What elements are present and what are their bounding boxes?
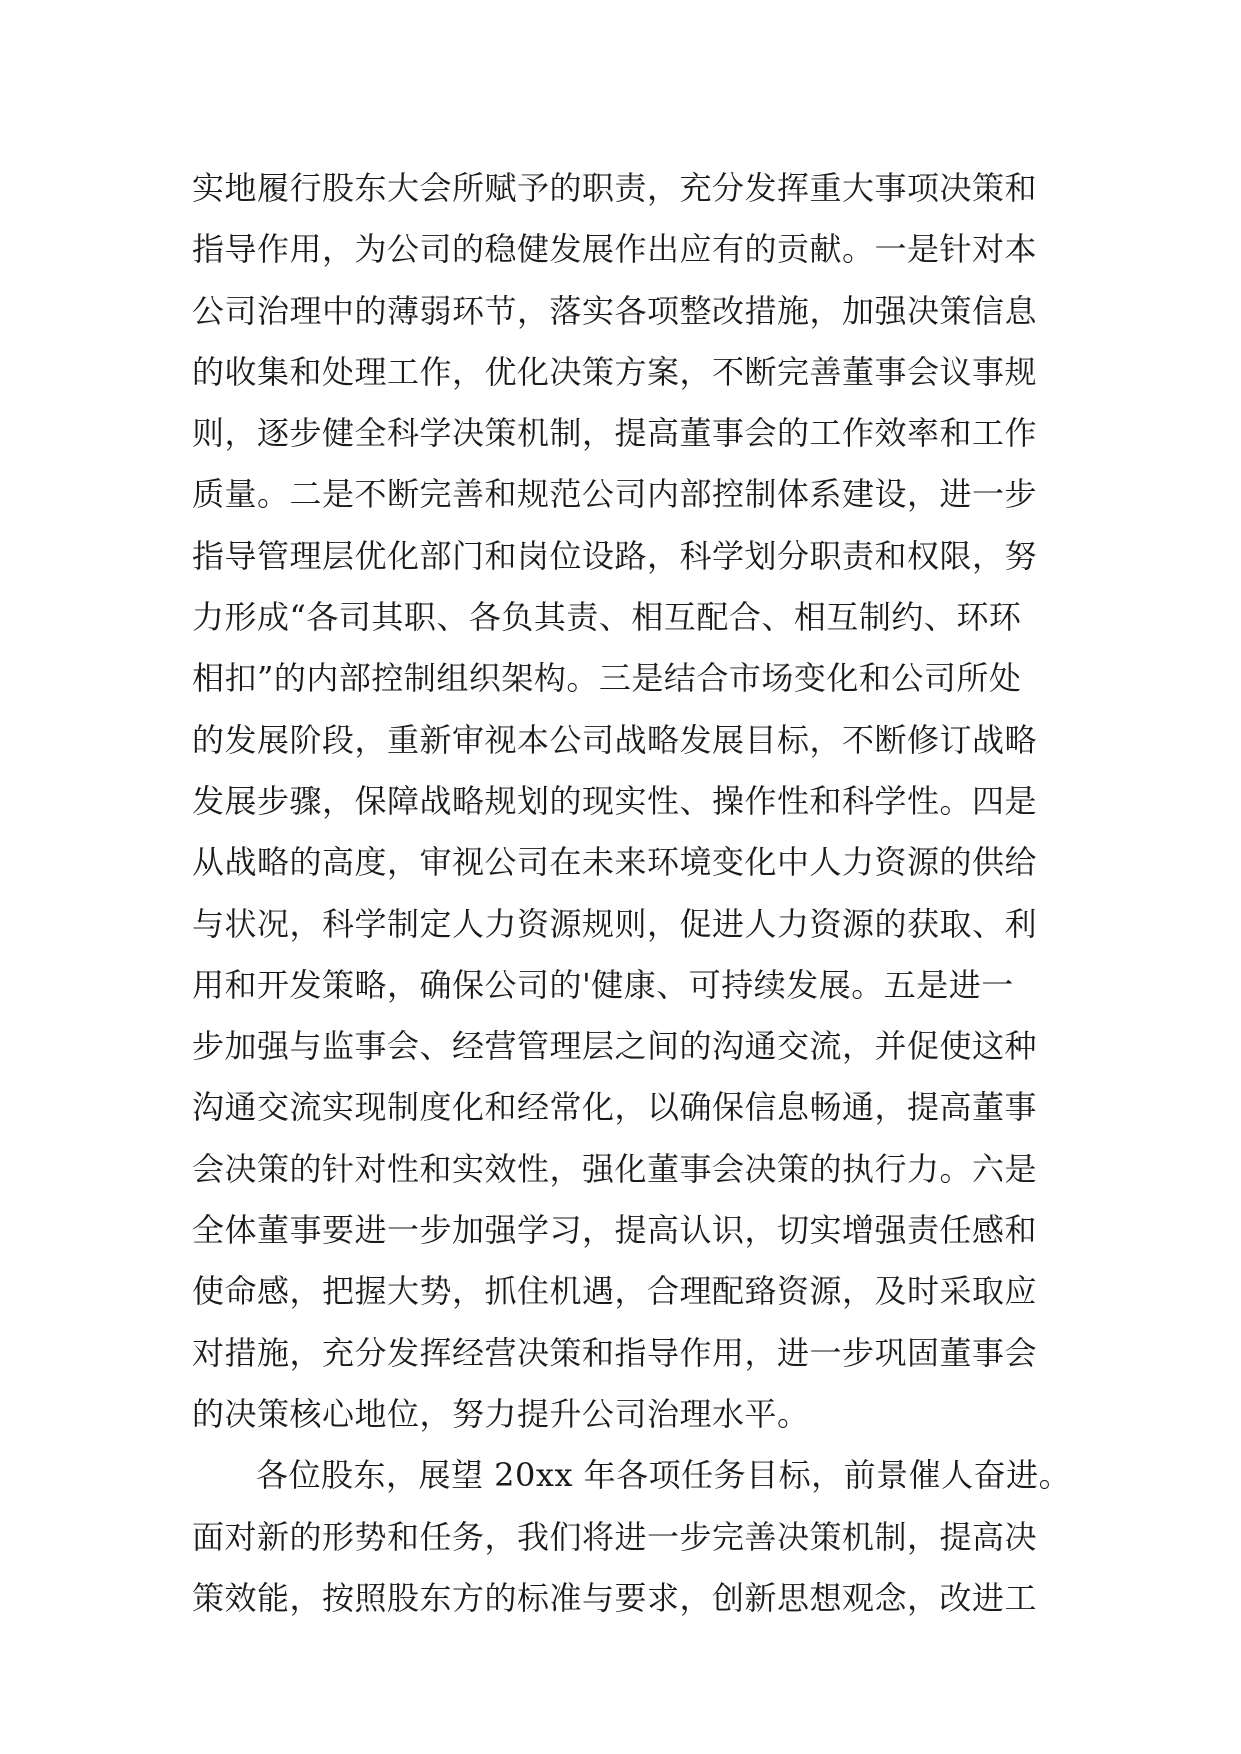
paragraph-1 [192, 158, 1072, 1445]
text-line: 用和开发策略，确保公司的'健康、可持续发展。五是进一 [192, 965, 1014, 1004]
text-line: 发展步骤，保障战略规划的现实性、操作性和科学性。四是 [192, 781, 1038, 820]
text-line: 指导作用，为公司的稳健发展作出应有的贡献。一是针对本 [192, 230, 1038, 269]
text-line: 的发展阶段，重新审视本公司战略发展目标，不断修订战略 [192, 720, 1038, 759]
text-line: 面对新的形势和任务，我们将进一步完善决策机制，提高决 [192, 1517, 1038, 1556]
paragraph-2 [192, 1445, 1072, 1629]
text-line: 全体董事要进一步加强学习，提高认识，切实增强责任感和 [192, 1211, 1038, 1250]
text-line: 从战略的高度，审视公司在未来环境变化中人力资源的供给 [192, 843, 1038, 882]
document-body [192, 158, 1072, 1629]
text-line: 质量。二是不断完善和规范公司内部控制体系建设，进一步 [192, 475, 1038, 514]
text-line: 策效能，按照股东方的标准与要求，创新思想观念，改进工 [192, 1578, 1038, 1617]
text-line: 步加强与监事会、经营管理层之间的沟通交流，并促使这种 [192, 1027, 1038, 1066]
text-line: 力形成“各司其职、各负其责、相互配合、相互制约、环环 [192, 598, 1022, 637]
text-line: 各位股东，展望 20xx 年各项任务目标，前景催人奋进。 [256, 1456, 1072, 1495]
text-line: 沟通交流实现制度化和经常化，以确保信息畅通，提高董事 [192, 1088, 1038, 1127]
text-line: 与状况，科学制定人力资源规则，促进人力资源的获取、利 [192, 904, 1038, 943]
text-line: 公司治理中的薄弱环节，落实各项整改措施，加强决策信息 [192, 291, 1038, 330]
text-line: 会决策的针对性和实效性，强化董事会决策的执行力。六是 [192, 1149, 1038, 1188]
text-line: 相扣”的内部控制组织架构。三是结合市场变化和公司所处 [192, 659, 1022, 698]
text-line: 实地履行股东大会所赋予的职责，充分发挥重大事项决策和 [192, 169, 1038, 207]
text-line: 对措施，充分发挥经营决策和指导作用，进一步巩固董事会 [192, 1333, 1038, 1372]
text-line: 的收集和处理工作，优化决策方案，不断完善董事会议事规 [192, 352, 1038, 391]
text-line: 指导管理层优化部门和岗位设路，科学划分职责和权限，努 [192, 536, 1038, 575]
text-line: 的决策核心地位，努力提升公司治理水平。 [192, 1394, 810, 1433]
text-line: 则，逐步健全科学决策机制，提高董事会的工作效率和工作 [192, 414, 1038, 453]
text-line: 使命感，把握大势，抓住机遇，合理配臵资源，及时采取应 [192, 1272, 1038, 1311]
